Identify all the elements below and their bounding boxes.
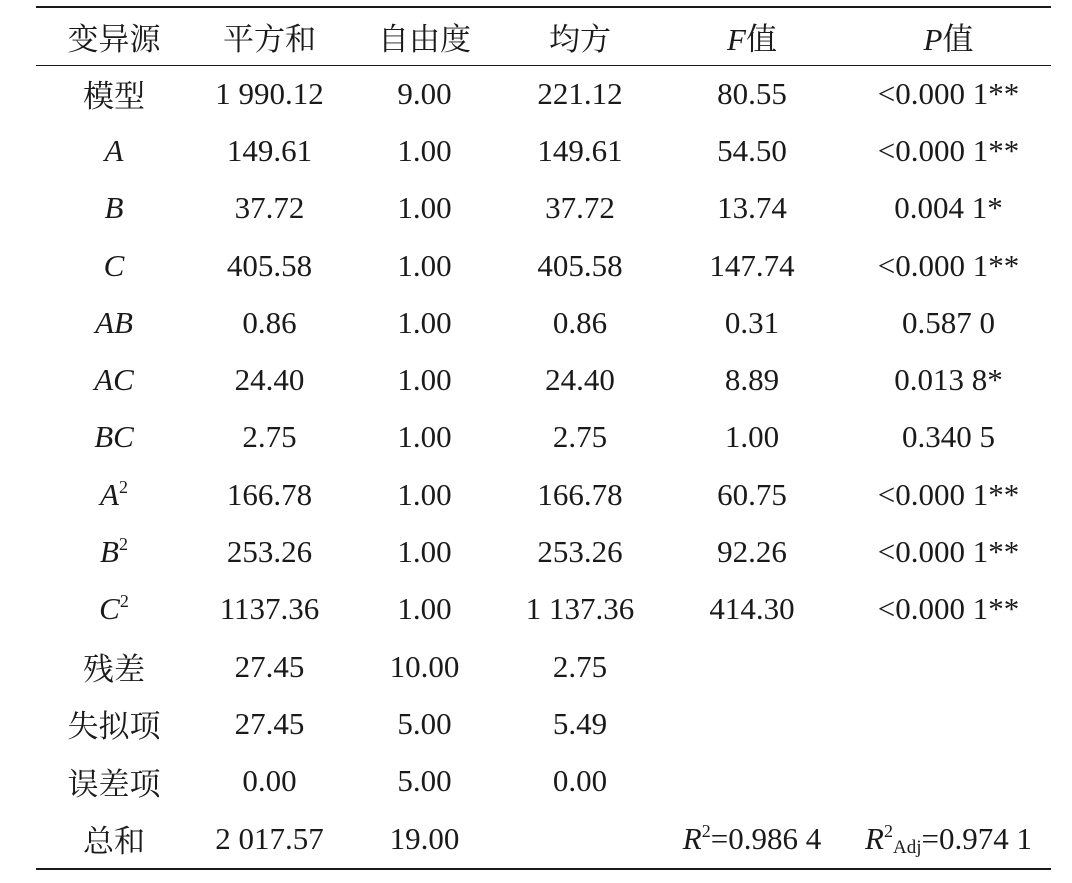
- header-mean-square: 均方: [549, 22, 611, 57]
- cell-degrees-of-freedom: 1.00: [397, 362, 452, 398]
- cell-source: [36, 409, 192, 466]
- cell-degrees-of-freedom: 1.00: [397, 247, 452, 283]
- cell-source: [36, 581, 192, 638]
- cell-mean-square: 2.75: [552, 419, 608, 455]
- cell-source: [36, 695, 192, 752]
- header-row: [36, 8, 1051, 65]
- header-p-suffix: 值: [942, 22, 974, 57]
- source-label: AB: [95, 304, 133, 340]
- source-label: C: [103, 247, 125, 283]
- cell-p-value: [846, 695, 1051, 752]
- r-adj-exponent: 2: [883, 820, 893, 841]
- cell-sum-of-squares: 1 990.12: [215, 75, 324, 111]
- cell-p-value: <0.000 1**: [877, 534, 1020, 570]
- source-exponent: 2: [118, 476, 128, 497]
- cell-p-value: <0.000 1**: [877, 591, 1020, 627]
- cell-degrees-of-freedom: 1.00: [397, 591, 452, 627]
- header-source: 变异源: [67, 22, 161, 57]
- cell-mean-square: 149.61: [537, 132, 623, 168]
- cell-f-value: 414.30: [709, 591, 795, 627]
- cell-degrees-of-freedom: 1.00: [397, 419, 452, 455]
- r-adj-subscript: Adj: [892, 836, 922, 858]
- cell-p-value: <0.000 1**: [877, 75, 1020, 111]
- cell-p-value: <0.000 1**: [877, 476, 1020, 512]
- source-label: 残差: [83, 652, 145, 688]
- r-adj-symbol: R: [865, 820, 884, 856]
- table-row: [36, 695, 1051, 752]
- header-sum-of-squares: 平方和: [223, 22, 316, 57]
- header-p-value: [846, 8, 1051, 65]
- cell-sum-of-squares: 166.78: [226, 476, 313, 512]
- cell-source: [36, 523, 192, 580]
- cell-degrees-of-freedom: 1.00: [397, 534, 452, 570]
- table-row: [36, 581, 1051, 638]
- cell-f-value: 60.75: [717, 476, 787, 512]
- cell-sum-of-squares: 253.26: [226, 534, 313, 570]
- table-row: [36, 294, 1051, 351]
- r-squared-adj-cell: [846, 810, 1051, 867]
- cell-mean-square: 221.12: [537, 75, 623, 111]
- cell-sum-of-squares: 0.86: [242, 304, 297, 340]
- r-symbol: R: [682, 820, 702, 856]
- cell-p-value: <0.000 1**: [877, 132, 1020, 168]
- cell-f-value: 80.55: [717, 75, 787, 111]
- table-bottom-rule: [36, 868, 1051, 870]
- source-exponent: 2: [119, 591, 129, 612]
- cell-sum-of-squares: 2 017.57: [215, 820, 324, 856]
- source-label: 失拟项: [67, 709, 161, 745]
- cell-source: [36, 122, 192, 179]
- cell-sum-of-squares: 405.58: [226, 247, 313, 283]
- cell-source: [36, 237, 192, 294]
- table-row: [36, 237, 1051, 294]
- cell-mean-square: 0.86: [552, 304, 608, 340]
- cell-sum-of-squares: 1137.36: [219, 591, 320, 627]
- source-label: 模型: [83, 79, 145, 115]
- cell-degrees-of-freedom: 19.00: [389, 820, 460, 856]
- header-f-value: [658, 8, 846, 65]
- r-exponent: 2: [701, 820, 711, 841]
- cell-mean-square: 1 137.36: [525, 591, 635, 627]
- table-body: [36, 65, 1051, 867]
- cell-mean-square: 253.26: [537, 534, 623, 570]
- cell-sum-of-squares: 37.72: [234, 190, 305, 226]
- cell-mean-square: 37.72: [545, 190, 615, 226]
- table-row: [36, 122, 1051, 179]
- source-label: B: [104, 190, 124, 226]
- source-label: A: [100, 476, 119, 512]
- cell-source: [36, 65, 192, 122]
- cell-degrees-of-freedom: 1.00: [397, 132, 452, 168]
- r-squared-cell: [658, 810, 846, 867]
- cell-p-value: <0.000 1**: [877, 247, 1020, 283]
- source-label: BC: [94, 419, 134, 455]
- cell-f-value: 147.74: [709, 247, 795, 283]
- cell-source: [36, 810, 192, 867]
- cell-p-value: 0.013 8*: [894, 362, 1003, 398]
- cell-sum-of-squares: 149.61: [226, 132, 313, 168]
- source-label: A: [104, 132, 124, 168]
- table-row: [36, 180, 1051, 237]
- cell-f-value: 13.74: [717, 190, 787, 226]
- cell-p-value: [846, 753, 1051, 810]
- cell-sum-of-squares: 2.75: [242, 419, 297, 455]
- cell-degrees-of-freedom: 5.00: [397, 763, 452, 799]
- cell-f-value: 8.89: [724, 362, 780, 398]
- cell-p-value: 0.340 5: [902, 419, 995, 455]
- cell-mean-square: [502, 810, 658, 867]
- cell-f-value: 1.00: [724, 419, 780, 455]
- table-row: [36, 409, 1051, 466]
- table-row: [36, 466, 1051, 523]
- cell-f-value: 0.31: [724, 304, 780, 340]
- cell-source: [36, 753, 192, 810]
- r-squared-value: =0.986 4: [710, 820, 822, 856]
- cell-degrees-of-freedom: 5.00: [397, 705, 452, 741]
- source-label: 误差项: [67, 766, 161, 802]
- cell-sum-of-squares: 27.45: [234, 705, 305, 741]
- source-exponent: 2: [118, 534, 128, 555]
- source-label: C: [99, 591, 120, 627]
- cell-mean-square: 5.49: [552, 705, 608, 741]
- cell-degrees-of-freedom: 10.00: [389, 648, 460, 684]
- table-row: [36, 638, 1051, 695]
- cell-f-value: [658, 753, 846, 810]
- source-label: B: [100, 534, 119, 570]
- r-squared-adj-value: =0.974 1: [921, 820, 1032, 856]
- table-row: [36, 523, 1051, 580]
- cell-source: [36, 351, 192, 408]
- cell-source: [36, 466, 192, 523]
- cell-degrees-of-freedom: 1.00: [397, 304, 452, 340]
- header-p-symbol: P: [923, 22, 943, 57]
- cell-degrees-of-freedom: 1.00: [397, 190, 452, 226]
- source-label: AC: [94, 362, 134, 398]
- cell-f-value: 92.26: [717, 534, 787, 570]
- cell-mean-square: 0.00: [552, 763, 608, 799]
- cell-mean-square: 166.78: [537, 476, 623, 512]
- cell-mean-square: 24.40: [545, 362, 615, 398]
- header-degrees-of-freedom: 自由度: [378, 22, 471, 57]
- cell-p-value: 0.004 1*: [894, 190, 1003, 226]
- cell-source: [36, 180, 192, 237]
- cell-mean-square: 405.58: [537, 247, 623, 283]
- header-f-suffix: 值: [745, 22, 777, 57]
- anova-table: [36, 8, 1051, 867]
- table-row: [36, 65, 1051, 122]
- cell-degrees-of-freedom: 1.00: [397, 476, 452, 512]
- table-row: [36, 753, 1051, 810]
- cell-f-value: [658, 638, 846, 695]
- table-row: [36, 810, 1051, 867]
- cell-source: [36, 638, 192, 695]
- cell-p-value: [846, 638, 1051, 695]
- source-label: 总和: [83, 824, 145, 859]
- cell-sum-of-squares: 24.40: [234, 362, 305, 398]
- cell-f-value: [658, 695, 846, 752]
- cell-f-value: 54.50: [717, 132, 787, 168]
- table-row: [36, 351, 1051, 408]
- cell-mean-square: 2.75: [552, 648, 608, 684]
- header-f-symbol: F: [727, 22, 746, 57]
- cell-p-value: 0.587 0: [902, 304, 995, 340]
- cell-source: [36, 294, 192, 351]
- cell-sum-of-squares: 27.45: [234, 648, 305, 684]
- cell-sum-of-squares: 0.00: [242, 763, 297, 799]
- cell-degrees-of-freedom: 9.00: [397, 75, 452, 111]
